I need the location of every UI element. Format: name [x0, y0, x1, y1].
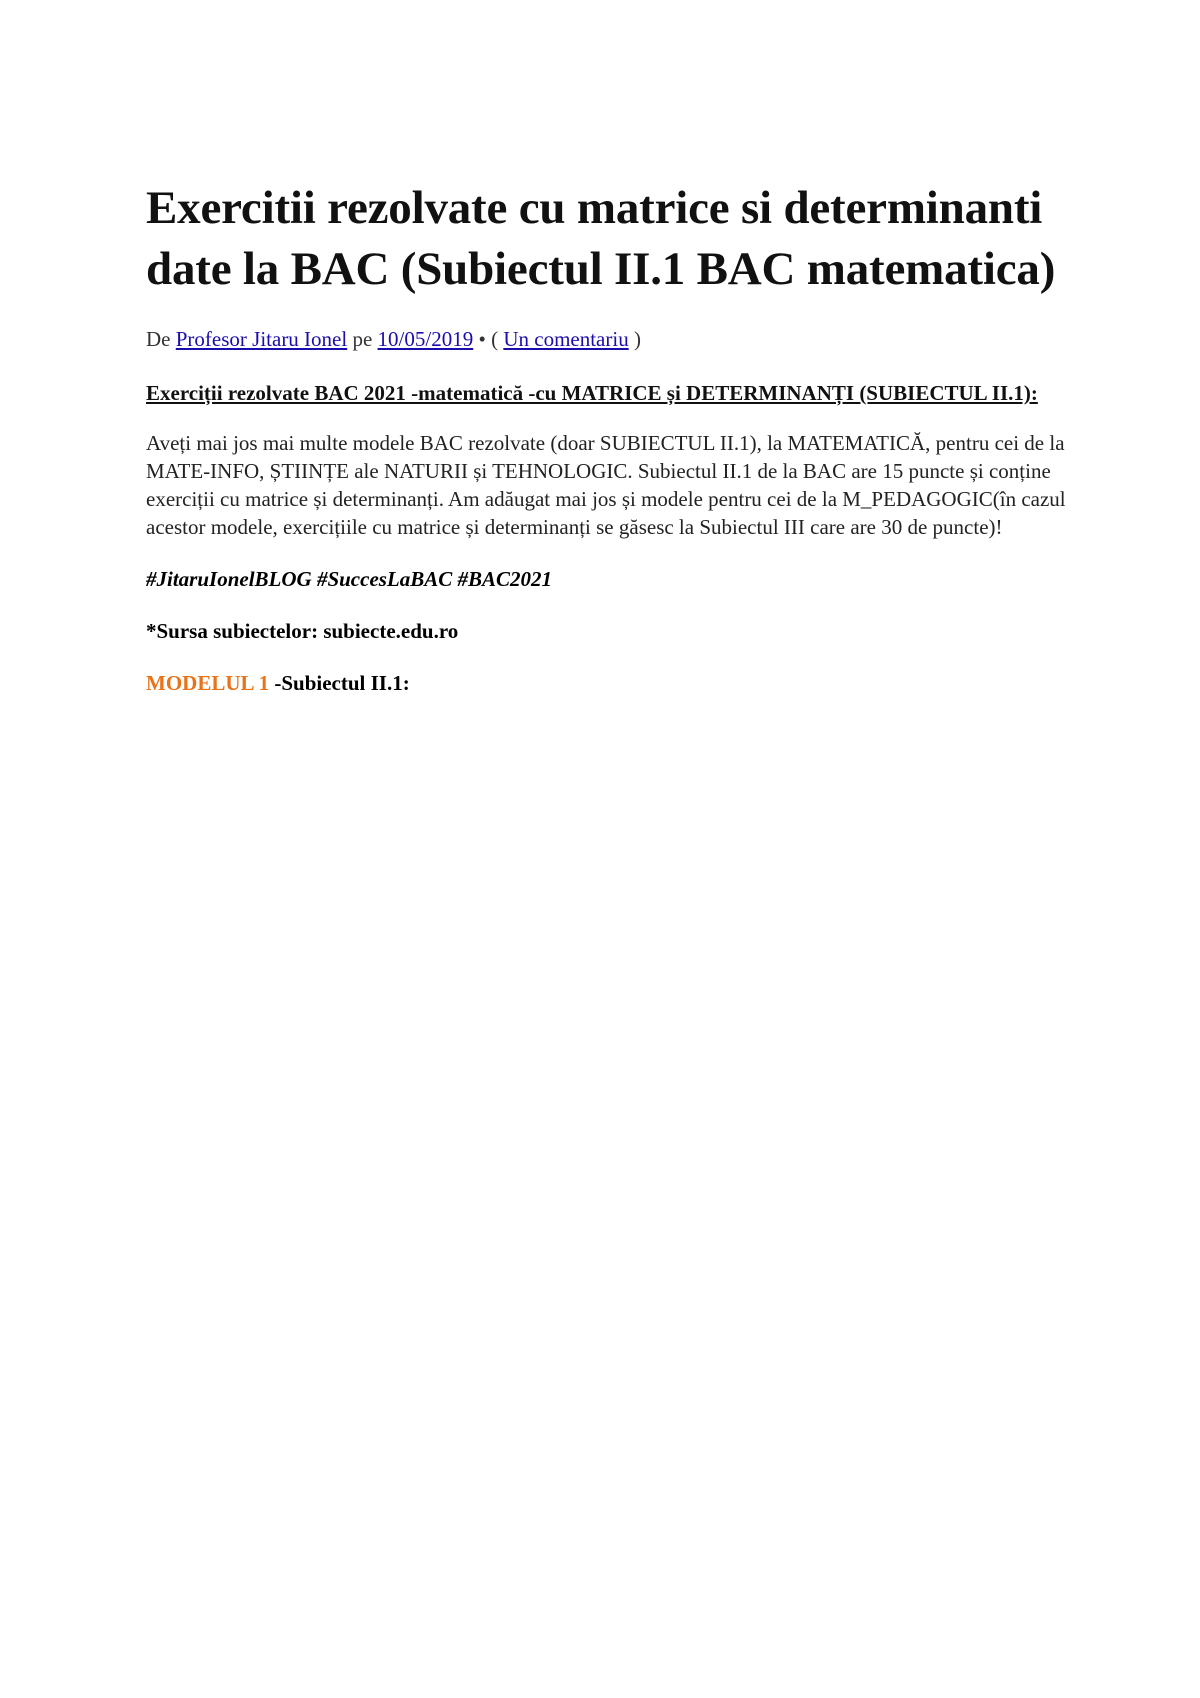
- hashtags: #JitaruIonelBLOG #SuccesLaBAC #BAC2021: [146, 567, 553, 591]
- model-suffix: -Subiectul II.1:: [269, 671, 410, 695]
- date-link[interactable]: 10/05/2019: [377, 327, 474, 351]
- meta-by: De: [146, 327, 171, 351]
- model-label: MODELUL 1: [146, 671, 270, 695]
- meta-separator: • (: [478, 327, 499, 351]
- section-heading: Exerciții rezolvate BAC 2021 -matematică -cu MATRICE și DETERMINANȚI (SUBIECTUL II.1):: [146, 381, 1038, 405]
- article-title: Exercitii rezolvate cu matrice si determinanti date la BAC (Subiectul II.1 BAC matematica): [146, 182, 1056, 295]
- model-heading: [146, 669, 1076, 697]
- comments-link[interactable]: Un comentariu: [503, 327, 629, 351]
- article: [146, 178, 1076, 697]
- meta-close: ): [633, 327, 641, 351]
- post-meta: [146, 325, 1076, 353]
- intro-paragraph: Aveți mai jos mai multe modele BAC rezolvate (doar SUBIECTUL II.1), la MATEMATICĂ, pentru cei de la MATE-INFO, ȘTIINȚE ale NATURII și TEHNOLOGIC. Subiectul II.1 de la BAC are 15 puncte și conține exerciții cu matrice și determinanți. Am adăugat mai jos și modele pentru cei de la M_PEDAGOGIC(în cazul acestor modele, exercițiile cu matrice și determinanți se găsesc la Subiectul III care are 30 de puncte)!: [146, 431, 1066, 539]
- source-note: *Sursa subiectelor: subiecte.edu.ro: [146, 619, 459, 643]
- author-link[interactable]: Profesor Jitaru Ionel: [175, 327, 348, 351]
- meta-on: pe: [352, 327, 373, 351]
